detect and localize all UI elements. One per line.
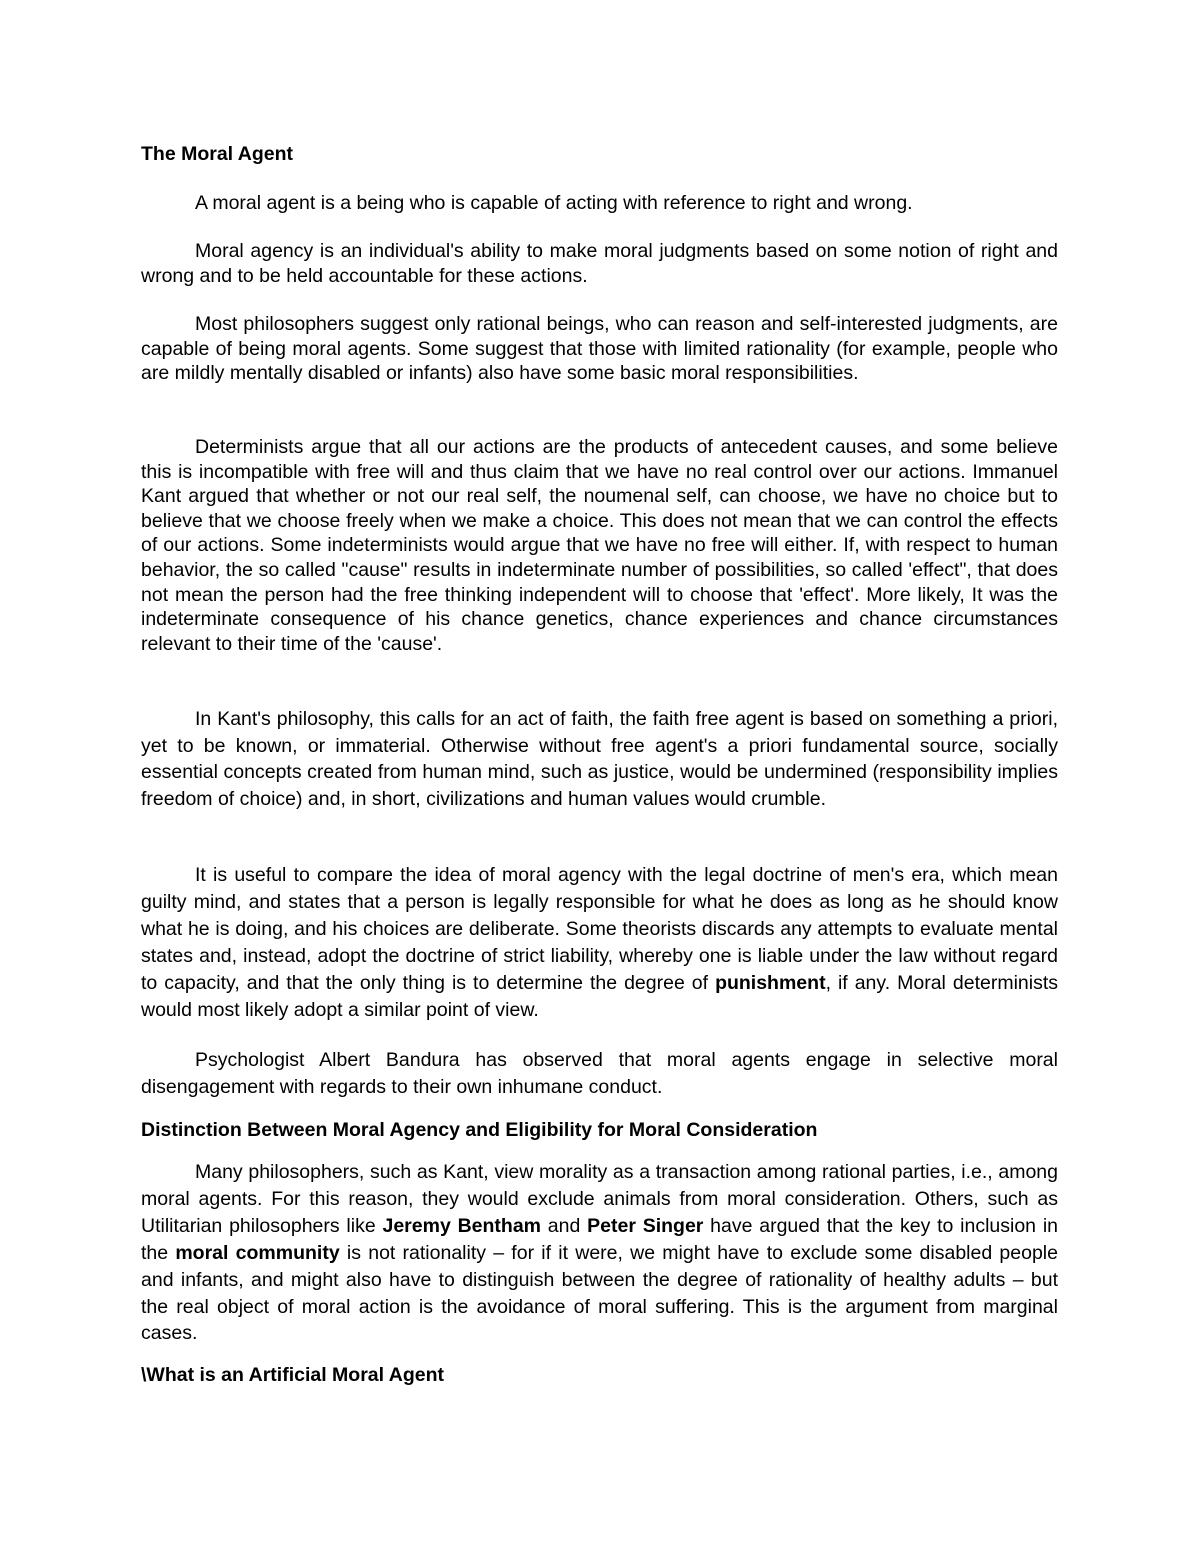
bold-moral-community: moral community xyxy=(175,1241,340,1264)
paragraph-moral-consideration-text-1: Many philosophers, such as Kant, view morality as a transaction among rational parties, i.e., among moral agents. For this reason, they would exclude animals from moral consideration. Others, such as Utilitarian philosophers like xyxy=(141,1161,1058,1237)
paragraph-moral-agent-definition: A moral agent is a being who is capable of acting with reference to right and wrong. xyxy=(195,192,913,214)
heading-distinction: Distinction Between Moral Agency and Eligibility for Moral Consideration xyxy=(141,1119,818,1141)
paragraph-kant-philosophy: In Kant's philosophy, this calls for an act of faith, the faith free agent is based on something a priori, yet to be known, or immaterial. Otherwise without free agent's a priori fundamental source, socially essential concepts created from human mind, such as justice, would be undermined (responsibility implies freedom of choice) and, in short, civilizations and human values would crumble. xyxy=(141,708,1058,810)
bold-punishment: punishment xyxy=(715,971,826,994)
paragraph-rational-beings: Most philosophers suggest only rational beings, who can reason and self-interested judgments, are capable of being moral agents. Some suggest that those with limited rationality (for example, people who are mildly mentally disabled or infants) also have some basic moral responsibilities. xyxy=(141,313,1058,385)
heading-artificial-moral-agent: \What is an Artificial Moral Agent xyxy=(141,1364,445,1386)
heading-the-moral-agent: The Moral Agent xyxy=(141,143,294,165)
paragraph-moral-consideration-text-3: have argued that the key to inclusion in the xyxy=(141,1214,1058,1264)
paragraph-moral-consideration-text-4: is not rationality – for if it were, we might have to exclude some disabled people and infants, and might also have to distinguish between the degree of rationality of healthy adults – but the real object of moral action is the avoidance of moral suffering. This is the argument from marginal cases. xyxy=(141,1241,1058,1345)
bold-jeremy-bentham: Jeremy Bentham xyxy=(382,1214,542,1237)
paragraph-moral-consideration xyxy=(141,1159,1058,1347)
paragraph-bandura: Psychologist Albert Bandura has observed that moral agents engage in selective moral disengagement with regards to their own inhumane conduct. xyxy=(141,1049,1058,1098)
paragraph-determinists: Determinists argue that all our actions are the products of antecedent causes, and some believe this is incompatible with free will and thus claim that we have no real control over our actions. Immanuel Kant argued that whether or not our real self, the noumenal self, can choose, we have no choice but to believe that we choose freely when we make a choice. This does not mean that we can control the effects of our actions. Some indeterminists would argue that we have no free will either. If, with respect to human behavior, the so called "cause" results in indeterminate number of possibilities, so called 'effect", that does not mean the person had the free thinking independent will to choose that 'effect'. More likely, It was the indeterminate consequence of his chance genetics, chance experiences and chance circumstances relevant to their time of the 'cause'. xyxy=(141,436,1058,655)
paragraph-legal-doctrine-text: It is useful to compare the idea of moral agency with the legal doctrine of men's era, which mean guilty mind, and states that a person is legally responsible for what he does as long as he should know what he is doing, and his choices are deliberate. Some theorists discards any attempts to evaluate mental states and, instead, adopt the doctrine of strict liability, whereby one is liable under the law without regard to capacity, and that the only thing is to determine the degree of xyxy=(141,864,1058,994)
paragraph-legal-doctrine xyxy=(141,862,1058,1023)
paragraph-legal-doctrine-end: , if any. Moral determinists would most likely adopt a similar point of view. xyxy=(141,971,1058,1021)
paragraph-moral-agency: Moral agency is an individual's ability to make moral judgments based on some notion of right and wrong and to be held accountable for these actions. xyxy=(141,240,1058,287)
paragraph-moral-consideration-text-2: and xyxy=(541,1214,588,1237)
bold-peter-singer: Peter Singer xyxy=(587,1214,704,1237)
